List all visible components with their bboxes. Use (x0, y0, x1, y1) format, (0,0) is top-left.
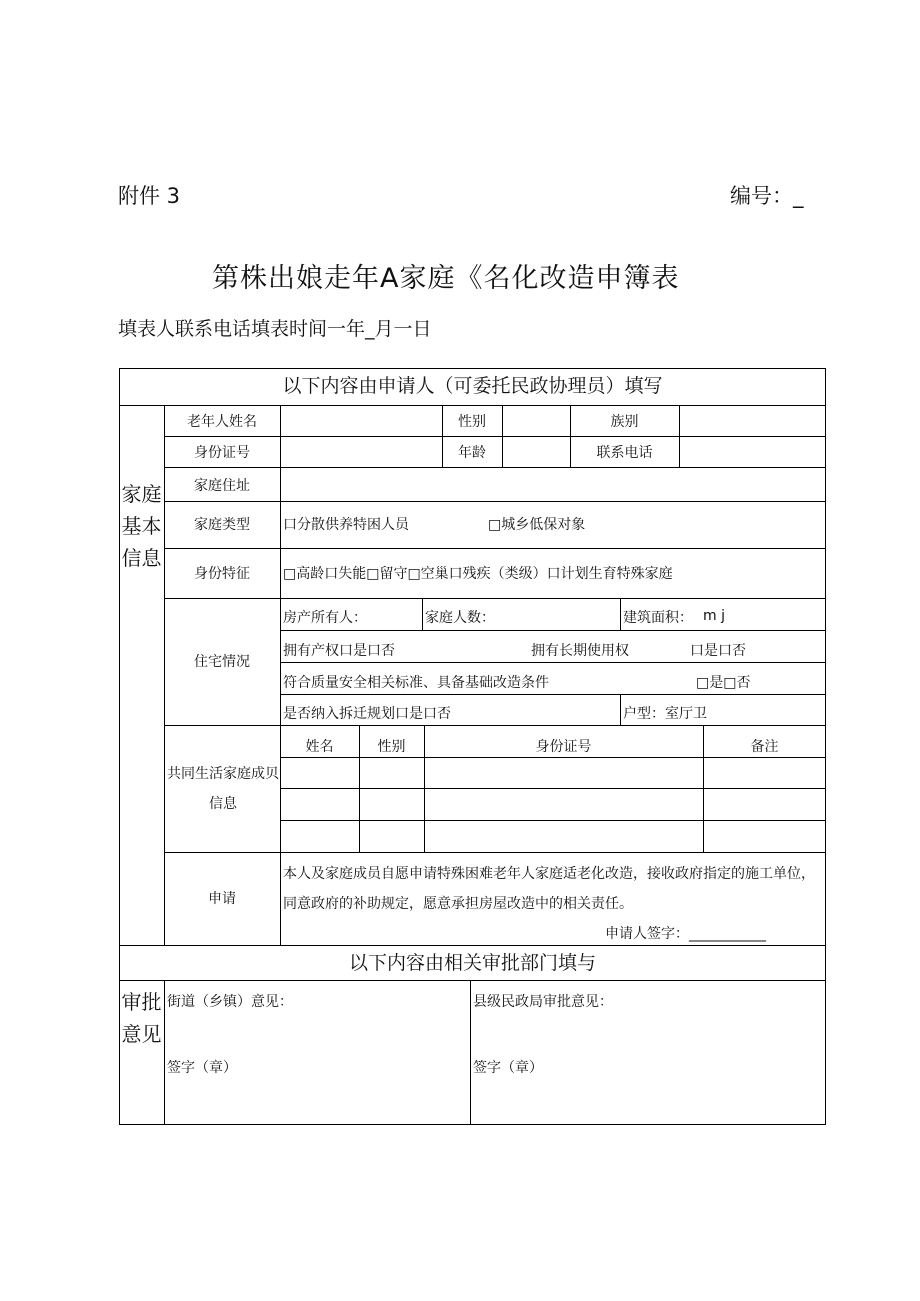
quality-standard-label: 符合质量安全相关标准、具备基础改造条件 (283, 675, 549, 691)
long-term-use-label: 拥有长期使用权 (531, 643, 629, 659)
id-number-label: 身份证号 (194, 445, 250, 461)
family-members-label: 共同生活家庭成贝信息 (167, 766, 279, 812)
housing-label: 住宅情况 (194, 654, 250, 670)
property-right-option[interactable]: 拥有产权口是口否 (283, 643, 395, 659)
identity-options[interactable]: □高龄口失能□留守□空巢口残疾（类级）口计划生育特殊家庭 (283, 566, 673, 582)
property-owner-field: 房产所有人： (283, 610, 367, 626)
gender-label: 性别 (458, 414, 486, 430)
elder-name-label: 老年人姓名 (187, 414, 257, 430)
approval-section-heading: 以下内容由相关审批部门填与 (348, 952, 596, 974)
ethnic-label: 族别 (610, 414, 639, 430)
option-subsistence-allowance[interactable]: □城乡低保对象 (488, 517, 586, 533)
member-col-remark: 备注 (750, 739, 779, 755)
approval-side-label: 审批意见 (121, 990, 162, 1046)
long-term-use-option[interactable]: 口是口否 (690, 643, 746, 659)
street-opinion-label: 街道（乡镇）意见： (167, 994, 293, 1010)
page-title: 第株出娘走年A家庭《名化改造申簿表 (212, 263, 680, 294)
house-layout-field: 户型：室厅卫 (623, 706, 707, 722)
member-col-name: 姓名 (305, 739, 334, 755)
county-signature: 签字（章） (473, 1060, 543, 1076)
fill-info-line: 填表人联系电话填表时间一年_月一日 (118, 318, 432, 340)
identity-label: 身份特征 (194, 566, 250, 582)
household-size-field: 家庭人数： (425, 610, 495, 626)
application-form-table (119, 368, 826, 1125)
apply-statement: 本人及家庭成员自愿申请特殊困难老年人家庭适老化改造，接收政府指定的施工单位，同意政府的补助规定，愿意承担房屋改造中的相关责任。 (283, 866, 815, 912)
building-area-field: 建筑面积： (623, 610, 693, 626)
area-unit: m j (703, 608, 725, 624)
county-opinion-label: 县级民政局审批意见： (473, 994, 613, 1010)
address-label: 家庭住址 (194, 478, 250, 494)
street-signature: 签字（章） (167, 1060, 237, 1076)
family-info-side-label: 家庭基本信息 (121, 482, 162, 570)
age-label: 年龄 (458, 445, 486, 461)
member-col-id: 身份证号 (535, 739, 592, 755)
phone-label: 联系电话 (596, 445, 653, 461)
applicant-signature: 申请人签字：___________ (605, 926, 766, 942)
member-col-gender: 性别 (377, 739, 406, 755)
demolition-plan-option[interactable]: 是否纳入拆迁规划口是口否 (283, 706, 451, 722)
option-scattered-support[interactable]: 口分散供养特困人员 (283, 517, 409, 533)
form-number-label: 编号：_ (730, 184, 804, 208)
quality-standard-option[interactable]: □是□否 (696, 675, 751, 691)
apply-label: 申请 (208, 891, 236, 907)
family-type-label: 家庭类型 (194, 517, 250, 533)
applicant-section-heading: 以下内容由申请人（可委托民政协理员）填写 (282, 375, 663, 397)
attachment-label: 附件 3 (118, 184, 181, 208)
